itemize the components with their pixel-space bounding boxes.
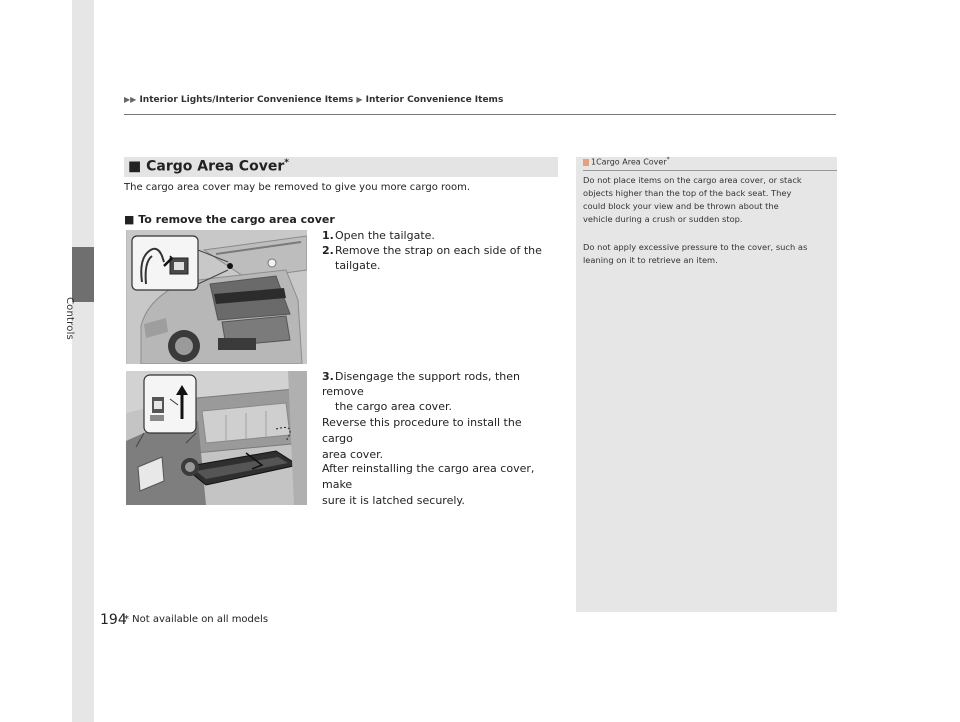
breadcrumb-arrow-icon: ▶▶ [124,95,137,104]
reverse-line-2: area cover. [322,448,384,461]
after-line-1: After reinstalling the cargo area cover, make [322,462,535,491]
note-line: Do not place items on the cargo area cover, or stack [583,175,802,185]
section-title-text: Cargo Area Cover [146,158,285,175]
note-paragraph-2 [583,241,831,267]
note-line: could block your view and be thrown about the [583,201,779,211]
reverse-line-1: Reverse this procedure to install the cargo [322,416,522,445]
footnote: * Not available on all models [124,614,269,625]
subsection-title: To remove the cargo area cover [138,213,335,226]
section-title [128,158,289,175]
note-rule [583,170,837,171]
side-tab-marker [72,247,94,302]
step-text: Remove the strap on each side of the [335,244,542,257]
note-line: Do not apply excessive pressure to the cover, such as [583,242,808,252]
tailgate-illustration [126,230,307,364]
note-line: vehicle during a crush or sudden stop. [583,214,743,224]
step-3 [322,369,558,414]
header-rule [124,114,836,115]
side-tab-label: Controls [64,297,75,340]
breadcrumb-part-2[interactable]: Interior Convenience Items [365,95,504,105]
breadcrumb-part-1[interactable]: Interior Lights/Interior Convenience Items [139,95,354,105]
note-paragraph-1 [583,174,831,226]
after-paragraph [322,461,554,509]
note-line: leaning on it to retrieve an item. [583,255,718,265]
note-title: Cargo Area Cover [596,157,667,167]
note-heading [583,156,670,167]
intro-text: The cargo area cover may be removed to give you more cargo room. [124,182,471,193]
subsection-marker: ■ [124,213,135,226]
breadcrumb [124,95,503,105]
breadcrumb-arrow-icon: ▶ [356,95,363,104]
section-asterisk: * [284,158,289,168]
step-text: Open the tailgate. [335,229,435,242]
reverse-paragraph [322,415,554,463]
step-2 [322,243,558,273]
note-marker: 1 [591,157,597,167]
step-text: Disengage the support rods, then remove [322,370,520,398]
step-number: 3. [322,370,334,383]
note-marker-icon [583,159,589,166]
cargo-cover-illustration [126,371,307,505]
section-title-bar [124,157,558,177]
step-text-continued: the cargo area cover. [335,400,452,413]
step-number: 1. [322,229,334,242]
page-number: 194 [100,612,127,628]
section-marker: ■ [128,158,142,175]
step-text-continued: tailgate. [335,259,381,272]
after-line-2: sure it is latched securely. [322,494,465,507]
step-number: 2. [322,244,334,257]
subsection-heading [124,213,335,226]
side-tab [72,0,94,722]
note-asterisk: * [666,156,670,163]
step-1 [322,228,558,243]
note-line: objects higher than the top of the back seat. They [583,188,792,198]
